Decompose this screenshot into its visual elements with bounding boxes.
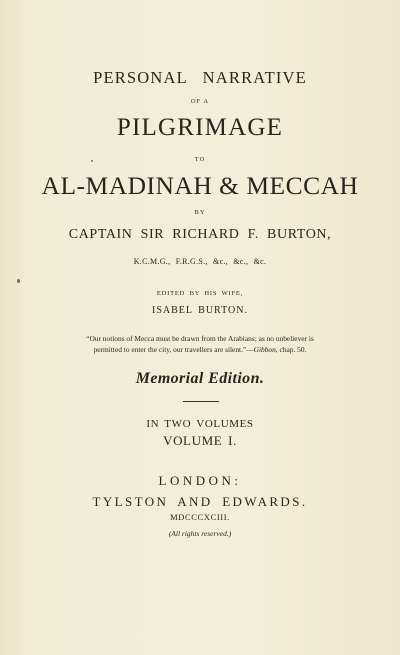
paper-speck	[17, 279, 20, 283]
volume-number: VOLUME I.	[163, 433, 237, 448]
title-to: TO	[194, 156, 206, 163]
epigraph-line-2	[0, 345, 400, 354]
author-name: CAPTAIN SIR RICHARD F. BURTON,	[68, 227, 332, 242]
epigraph-text: permitted to enter the city, our travellers are silent.”—	[93, 345, 254, 354]
epigraph-line-1: “Our notions of Mecca must be drawn from the Arabians; as no unbeliever is	[86, 334, 314, 343]
edited-by: EDITED BY HIS WIFE,	[156, 290, 244, 297]
title-of-a: OF A	[190, 98, 210, 105]
paper-speck	[91, 160, 93, 162]
edition-label: Memorial Edition.	[135, 370, 265, 387]
title-by: BY	[194, 209, 206, 216]
publication-year: MDCCCXCIII.	[170, 512, 230, 522]
title-personal-narrative: PERSONAL NARRATIVE	[93, 68, 307, 87]
volumes-count: IN TWO VOLUMES	[146, 418, 254, 430]
editor-name: ISABEL BURTON.	[152, 305, 248, 316]
epigraph-chapter: , chap. 50.	[275, 345, 307, 354]
title-destination: AL-MADINAH & MECCAH	[41, 171, 359, 200]
publisher-name: TYLSTON AND EDWARDS.	[92, 494, 308, 509]
epigraph-source: Gibbon	[253, 345, 276, 354]
rights-notice: (All rights reserved.)	[168, 529, 232, 538]
divider-rule	[183, 401, 219, 402]
publication-city: LONDON:	[158, 473, 242, 488]
title-pilgrimage: PILGRIMAGE	[116, 114, 284, 141]
author-honours: K.C.M.G., F.R.G.S., &c., &c., &c.	[133, 257, 267, 266]
